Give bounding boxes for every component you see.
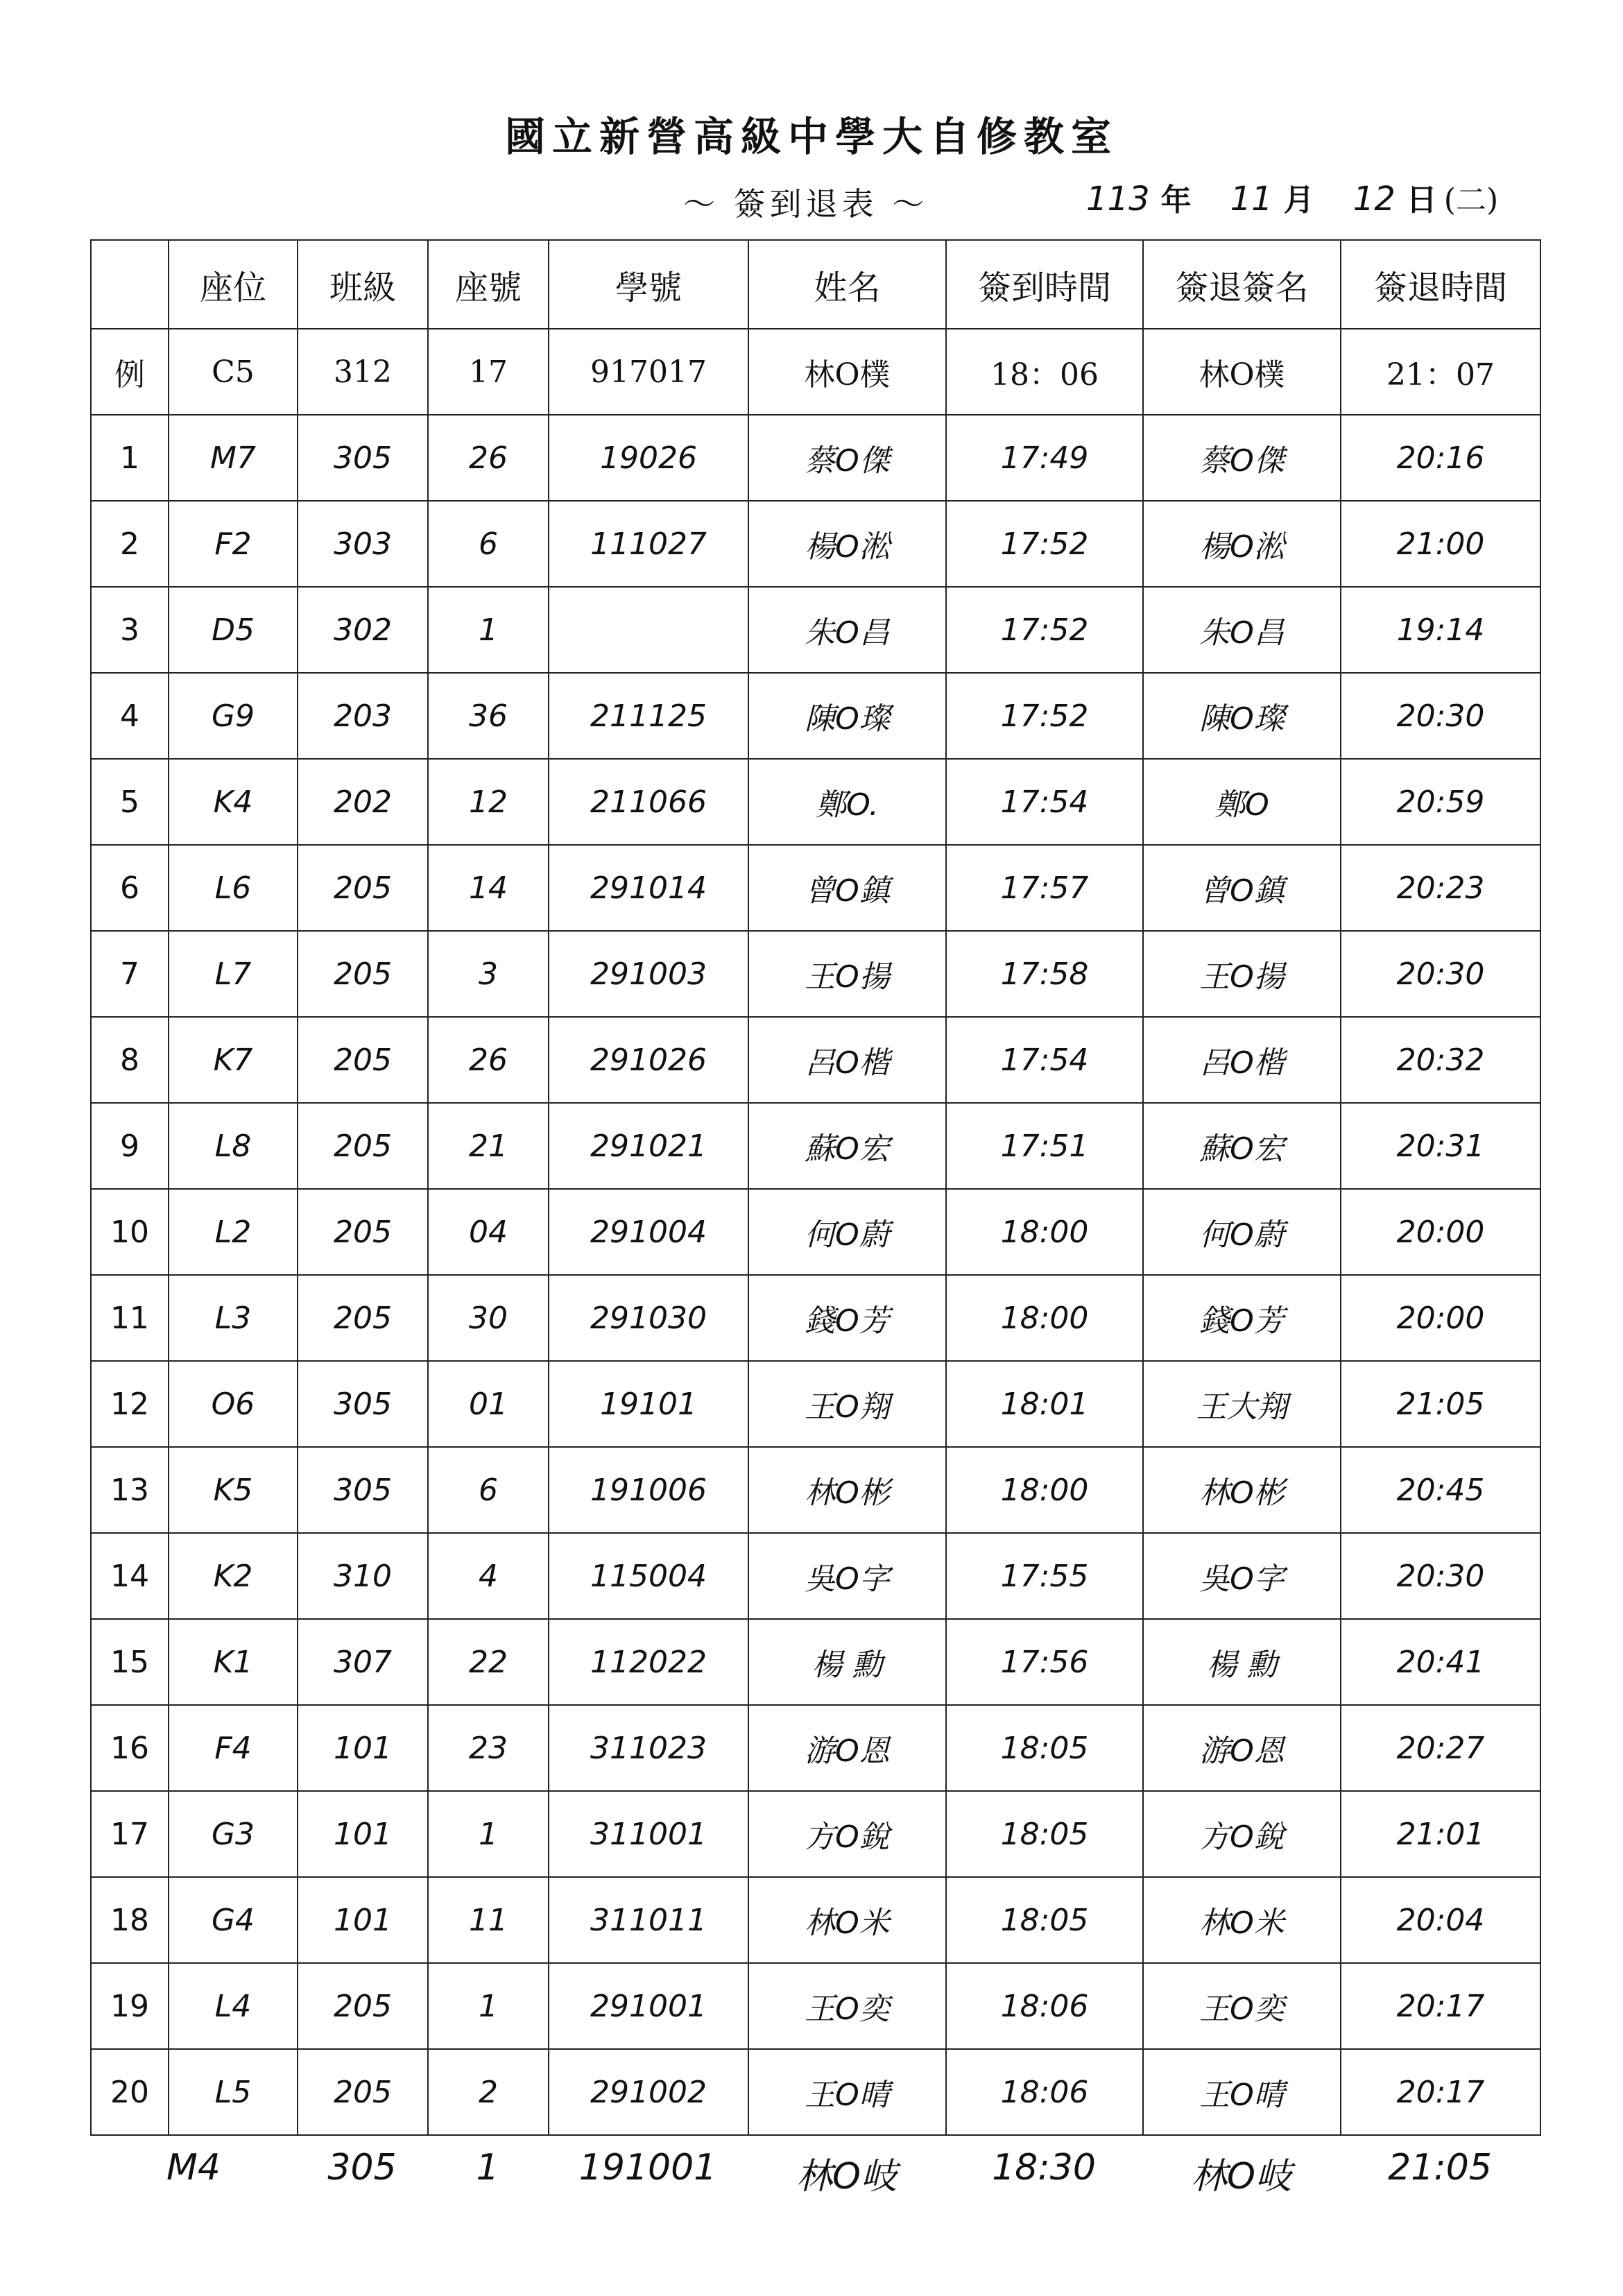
sign-in-time-cell: 18:06 <box>946 1963 1143 2049</box>
row-index: 12 <box>91 1361 169 1447</box>
number-cell: 14 <box>428 845 549 931</box>
seat-cell: M7 <box>169 415 298 501</box>
sign-out-time-cell: 21：07 <box>1341 329 1540 415</box>
col-header-student-id: 學號 <box>549 240 748 329</box>
sign-in-time-cell: 18:05 <box>946 1791 1143 1877</box>
table-row <box>91 931 1540 1017</box>
date-weekday: (二) <box>1443 182 1499 218</box>
number-cell: 12 <box>428 759 549 845</box>
seat-cell: D5 <box>169 587 298 673</box>
student-id-cell: 291021 <box>549 1103 748 1189</box>
student-id-cell: 311011 <box>549 1877 748 1963</box>
sign-in-time-cell: 18:01 <box>946 1361 1143 1447</box>
row-index: 例 <box>91 329 169 415</box>
sign-in-time-cell: 18:06 <box>946 2049 1143 2135</box>
seat-cell: L4 <box>169 1963 298 2049</box>
row-index: 13 <box>91 1447 169 1533</box>
student-id-cell: 291030 <box>549 1275 748 1361</box>
sign-out-time-cell: 20:04 <box>1341 1877 1540 1963</box>
student-id-cell <box>549 587 748 673</box>
number-cell: 6 <box>428 501 549 587</box>
extra-number: 1 <box>476 2147 499 2188</box>
row-index: 20 <box>91 2049 169 2135</box>
table-row <box>91 501 1540 587</box>
sign-out-name-cell: 王O揚 <box>1143 931 1341 1017</box>
seat-cell: G9 <box>169 673 298 759</box>
seat-cell: K5 <box>169 1447 298 1533</box>
student-id-cell: 291004 <box>549 1189 748 1275</box>
sign-in-time-cell: 18:00 <box>946 1447 1143 1533</box>
date-day-label: 日 <box>1406 182 1437 218</box>
table-row <box>91 1447 1540 1533</box>
class-cell: 205 <box>298 1189 428 1275</box>
sign-in-time-cell: 17:54 <box>946 1017 1143 1103</box>
row-index: 18 <box>91 1877 169 1963</box>
table-row <box>91 759 1540 845</box>
sign-out-name-cell: 蘇O宏 <box>1143 1103 1341 1189</box>
sign-out-name-cell: 何O蔚 <box>1143 1189 1341 1275</box>
class-cell: 205 <box>298 1275 428 1361</box>
number-cell: 1 <box>428 1791 549 1877</box>
date-year-label: 年 <box>1160 182 1192 218</box>
row-index: 11 <box>91 1275 169 1361</box>
sign-out-time-cell: 20:23 <box>1341 845 1540 931</box>
extra-class: 305 <box>327 2147 397 2188</box>
number-cell: 3 <box>428 931 549 1017</box>
row-index: 5 <box>91 759 169 845</box>
sign-out-name-cell: 陳O璨 <box>1143 673 1341 759</box>
name-cell: 曾O鎮 <box>748 845 946 931</box>
extra-sign-out-name: 林O岐 <box>1191 2156 1291 2198</box>
form-title: 國立新營高級中學大自修教室 <box>504 113 1118 160</box>
table-row <box>91 845 1540 931</box>
name-cell: 游O恩 <box>748 1705 946 1791</box>
class-cell: 101 <box>298 1791 428 1877</box>
class-cell: 205 <box>298 845 428 931</box>
sign-out-time-cell: 20:00 <box>1341 1189 1540 1275</box>
class-cell: 205 <box>298 2049 428 2135</box>
name-cell: 方O銳 <box>748 1791 946 1877</box>
name-cell: 朱O昌 <box>748 587 946 673</box>
sign-out-time-cell: 19:14 <box>1341 587 1540 673</box>
row-index: 8 <box>91 1017 169 1103</box>
row-index: 14 <box>91 1533 169 1619</box>
sign-out-name-cell: 王O晴 <box>1143 2049 1341 2135</box>
col-header-sign-out-name: 簽退簽名 <box>1143 240 1341 329</box>
name-cell: 吳O字 <box>748 1533 946 1619</box>
name-cell: 林O米 <box>748 1877 946 1963</box>
sign-in-time-cell: 18:00 <box>946 1275 1143 1361</box>
seat-cell: K1 <box>169 1619 298 1705</box>
sign-in-time-cell: 17:51 <box>946 1103 1143 1189</box>
name-cell: 王O奕 <box>748 1963 946 2049</box>
sign-in-time-cell: 17:52 <box>946 587 1143 673</box>
class-cell: 302 <box>298 587 428 673</box>
sign-out-time-cell: 20:00 <box>1341 1275 1540 1361</box>
sign-out-name-cell: 林O米 <box>1143 1877 1341 1963</box>
extra-student-id: 191001 <box>578 2147 717 2188</box>
number-cell: 01 <box>428 1361 549 1447</box>
sign-out-time-cell: 21:00 <box>1341 501 1540 587</box>
sign-out-time-cell: 20:31 <box>1341 1103 1540 1189</box>
sign-in-time-cell: 18：06 <box>946 329 1143 415</box>
sign-out-time-cell: 20:45 <box>1341 1447 1540 1533</box>
table-row <box>91 587 1540 673</box>
name-cell: 蘇O宏 <box>748 1103 946 1189</box>
table-row <box>91 415 1540 501</box>
row-index: 15 <box>91 1619 169 1705</box>
sign-out-time-cell: 21:01 <box>1341 1791 1540 1877</box>
student-id-cell: 19026 <box>549 415 748 501</box>
class-cell: 312 <box>298 329 428 415</box>
seat-cell: L7 <box>169 931 298 1017</box>
class-cell: 307 <box>298 1619 428 1705</box>
seat-cell: L8 <box>169 1103 298 1189</box>
sign-in-time-cell: 17:56 <box>946 1619 1143 1705</box>
table-row <box>91 1533 1540 1619</box>
class-cell: 205 <box>298 1103 428 1189</box>
form-date <box>1082 175 1498 219</box>
student-id-cell: 291002 <box>549 2049 748 2135</box>
date-day: 12 <box>1352 180 1396 219</box>
col-header-name: 姓名 <box>748 240 946 329</box>
name-cell: 楊O淞 <box>748 501 946 587</box>
seat-cell: K7 <box>169 1017 298 1103</box>
name-cell: 王O揚 <box>748 931 946 1017</box>
seat-cell: G4 <box>169 1877 298 1963</box>
student-id-cell: 111027 <box>549 501 748 587</box>
student-id-cell: 917017 <box>549 329 748 415</box>
name-cell: 錢O芳 <box>748 1275 946 1361</box>
col-header-class: 班級 <box>298 240 428 329</box>
row-index: 1 <box>91 415 169 501</box>
table-row <box>91 1017 1540 1103</box>
class-cell: 202 <box>298 759 428 845</box>
row-index: 6 <box>91 845 169 931</box>
sign-out-name-cell: 吳O字 <box>1143 1533 1341 1619</box>
seat-cell: F4 <box>169 1705 298 1791</box>
seat-cell: L3 <box>169 1275 298 1361</box>
row-index: 10 <box>91 1189 169 1275</box>
student-id-cell: 211066 <box>549 759 748 845</box>
sign-out-name-cell: 方O銳 <box>1143 1791 1341 1877</box>
date-month-label: 月 <box>1283 182 1314 218</box>
sign-out-name-cell: 林O彬 <box>1143 1447 1341 1533</box>
table-row <box>91 1361 1540 1447</box>
col-header-number: 座號 <box>428 240 549 329</box>
table-row <box>91 1275 1540 1361</box>
sign-out-time-cell: 20:30 <box>1341 673 1540 759</box>
sign-out-name-cell: 鄭O <box>1143 759 1341 845</box>
name-cell: 蔡O傑 <box>748 415 946 501</box>
table-row <box>91 1619 1540 1705</box>
sign-out-name-cell: 錢O芳 <box>1143 1275 1341 1361</box>
number-cell: 26 <box>428 415 549 501</box>
student-id-cell: 115004 <box>549 1533 748 1619</box>
sign-in-time-cell: 17:52 <box>946 501 1143 587</box>
number-cell: 21 <box>428 1103 549 1189</box>
extra-name: 林O岐 <box>796 2156 897 2198</box>
name-cell: 楊 勳 <box>748 1619 946 1705</box>
student-id-cell: 19101 <box>549 1361 748 1447</box>
row-index: 4 <box>91 673 169 759</box>
number-cell: 17 <box>428 329 549 415</box>
sign-out-time-cell: 20:32 <box>1341 1017 1540 1103</box>
seat-cell: O6 <box>169 1361 298 1447</box>
sign-out-time-cell: 20:30 <box>1341 1533 1540 1619</box>
sign-in-time-cell: 17:58 <box>946 931 1143 1017</box>
class-cell: 305 <box>298 1447 428 1533</box>
class-cell: 310 <box>298 1533 428 1619</box>
number-cell: 23 <box>428 1705 549 1791</box>
seat-cell: L5 <box>169 2049 298 2135</box>
class-cell: 205 <box>298 931 428 1017</box>
sign-in-time-cell: 17:57 <box>946 845 1143 931</box>
sign-out-time-cell: 20:17 <box>1341 2049 1540 2135</box>
student-id-cell: 311023 <box>549 1705 748 1791</box>
class-cell: 205 <box>298 1017 428 1103</box>
sign-out-time-cell: 20:41 <box>1341 1619 1540 1705</box>
sign-out-name-cell: 朱O昌 <box>1143 587 1341 673</box>
row-index: 16 <box>91 1705 169 1791</box>
extra-sign-in-time: 18:30 <box>992 2147 1096 2188</box>
class-cell: 205 <box>298 1963 428 2049</box>
student-id-cell: 291001 <box>549 1963 748 2049</box>
sign-in-time-cell: 17:54 <box>946 759 1143 845</box>
number-cell: 11 <box>428 1877 549 1963</box>
name-cell: 王O晴 <box>748 2049 946 2135</box>
handwritten-extra-row <box>90 2147 1543 2230</box>
name-cell: 林O樸 <box>748 329 946 415</box>
seat-cell: K4 <box>169 759 298 845</box>
table-row <box>91 1705 1540 1791</box>
number-cell: 30 <box>428 1275 549 1361</box>
sign-out-name-cell: 林O樸 <box>1143 329 1341 415</box>
name-cell: 林O彬 <box>748 1447 946 1533</box>
seat-cell: F2 <box>169 501 298 587</box>
student-id-cell: 311001 <box>549 1791 748 1877</box>
seat-cell: L6 <box>169 845 298 931</box>
sign-out-name-cell: 王O奕 <box>1143 1963 1341 2049</box>
sign-in-time-cell: 17:49 <box>946 415 1143 501</box>
row-index: 7 <box>91 931 169 1017</box>
sign-out-name-cell: 游O恩 <box>1143 1705 1341 1791</box>
seat-cell: K2 <box>169 1533 298 1619</box>
table-row <box>91 1189 1540 1275</box>
table-row <box>91 1791 1540 1877</box>
student-id-cell: 211125 <box>549 673 748 759</box>
name-cell: 呂O楷 <box>748 1017 946 1103</box>
table-row <box>91 673 1540 759</box>
date-year: 113 <box>1086 180 1150 219</box>
date-month: 11 <box>1230 180 1273 219</box>
row-index: 9 <box>91 1103 169 1189</box>
name-cell: 鄭O. <box>748 759 946 845</box>
col-header-seat: 座位 <box>169 240 298 329</box>
sign-out-name-cell: 曾O鎮 <box>1143 845 1341 931</box>
number-cell: 04 <box>428 1189 549 1275</box>
col-header-sign-in-time: 簽到時間 <box>946 240 1143 329</box>
extra-seat: M4 <box>166 2147 221 2188</box>
name-cell: 陳O璨 <box>748 673 946 759</box>
col-header-index <box>91 240 169 329</box>
number-cell: 36 <box>428 673 549 759</box>
seat-cell: L2 <box>169 1189 298 1275</box>
name-cell: 王O翔 <box>748 1361 946 1447</box>
table-row <box>91 1963 1540 2049</box>
number-cell: 6 <box>428 1447 549 1533</box>
number-cell: 1 <box>428 1963 549 2049</box>
example-row <box>91 329 1540 415</box>
sign-out-name-cell: 呂O楷 <box>1143 1017 1341 1103</box>
row-index: 3 <box>91 587 169 673</box>
sign-in-time-cell: 18:00 <box>946 1189 1143 1275</box>
number-cell: 26 <box>428 1017 549 1103</box>
student-id-cell: 291014 <box>549 845 748 931</box>
number-cell: 2 <box>428 2049 549 2135</box>
class-cell: 305 <box>298 415 428 501</box>
number-cell: 22 <box>428 1619 549 1705</box>
row-index: 2 <box>91 501 169 587</box>
row-index: 17 <box>91 1791 169 1877</box>
student-id-cell: 112022 <box>549 1619 748 1705</box>
seat-cell: C5 <box>169 329 298 415</box>
sign-out-time-cell: 20:59 <box>1341 759 1540 845</box>
row-index: 19 <box>91 1963 169 2049</box>
table-row <box>91 1103 1540 1189</box>
sign-out-name-cell: 楊 勳 <box>1143 1619 1341 1705</box>
sign-in-time-cell: 18:05 <box>946 1877 1143 1963</box>
number-cell: 1 <box>428 587 549 673</box>
sign-out-name-cell: 楊O淞 <box>1143 501 1341 587</box>
student-id-cell: 191006 <box>549 1447 748 1533</box>
sign-out-name-cell: 王大翔 <box>1143 1361 1341 1447</box>
student-id-cell: 291003 <box>549 931 748 1017</box>
table-row <box>91 1877 1540 1963</box>
number-cell: 4 <box>428 1533 549 1619</box>
sign-out-time-cell: 20:30 <box>1341 931 1540 1017</box>
sign-out-time-cell: 20:17 <box>1341 1963 1540 2049</box>
table-header-row <box>91 240 1540 329</box>
extra-sign-out-time: 21:05 <box>1388 2147 1492 2188</box>
col-header-sign-out-time: 簽退時間 <box>1341 240 1540 329</box>
sign-out-time-cell: 21:05 <box>1341 1361 1540 1447</box>
sign-in-table <box>90 239 1541 2136</box>
class-cell: 303 <box>298 501 428 587</box>
seat-cell: G3 <box>169 1791 298 1877</box>
sign-in-time-cell: 18:05 <box>946 1705 1143 1791</box>
class-cell: 101 <box>298 1705 428 1791</box>
sign-out-time-cell: 20:16 <box>1341 415 1540 501</box>
sign-out-time-cell: 20:27 <box>1341 1705 1540 1791</box>
student-id-cell: 291026 <box>549 1017 748 1103</box>
class-cell: 305 <box>298 1361 428 1447</box>
sign-in-time-cell: 17:52 <box>946 673 1143 759</box>
table-row <box>91 2049 1540 2135</box>
sign-out-name-cell: 蔡O傑 <box>1143 415 1341 501</box>
class-cell: 101 <box>298 1877 428 1963</box>
class-cell: 203 <box>298 673 428 759</box>
form-subtitle: ～ 簽到退表 ～ <box>683 185 929 223</box>
name-cell: 何O蔚 <box>748 1189 946 1275</box>
sign-in-time-cell: 17:55 <box>946 1533 1143 1619</box>
